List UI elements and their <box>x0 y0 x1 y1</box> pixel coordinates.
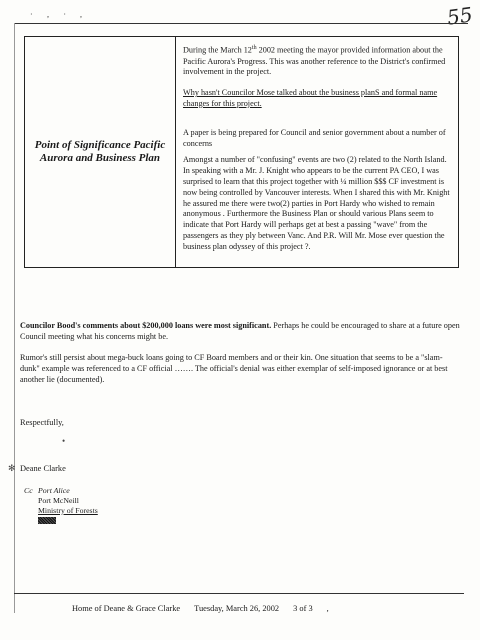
cc-recipient: Port Alice <box>38 486 70 495</box>
memo-table <box>24 36 459 268</box>
memo-paragraph-paper: A paper is being prepared for Council and senior government about a number of concerns <box>183 127 446 148</box>
body-paragraph-loans-rest: Perhaps he could be encouraged to share at a future open Council meeting what his concerns might be. <box>20 321 460 341</box>
cc-recipient: Port McNeill <box>38 496 79 505</box>
footer-date: Tuesday, March 26, 2002 <box>194 604 280 613</box>
handwritten-page-number: 55 <box>445 2 474 30</box>
footer <box>72 604 329 613</box>
left-rule <box>14 23 15 613</box>
cc-block <box>24 486 98 524</box>
scan-dot: • <box>62 436 66 446</box>
body-paragraph-loans-emphasis: Councilor Bood's comments about $200,000 loans were most significant. <box>20 321 272 330</box>
footer-page: 3 of 3 <box>293 604 313 613</box>
memo-topic: Point of Significance Pacific Aurora and Business Plan <box>34 139 166 164</box>
body-paragraph-rumors: Rumor's still persist about mega-buck loans going to CF Board members and or their kin. One situation that seems to be a "slam-dunk" example was referenced to a CF official ……. The official's denial was either exemplar of self-imposed ignorance or at best another lie (documented). <box>20 353 448 384</box>
top-rule <box>14 23 468 24</box>
redaction-block <box>38 517 56 524</box>
scan-specks: · ‚ · , <box>30 10 88 19</box>
footer-rule <box>14 593 464 594</box>
scan-comma: , <box>326 604 329 613</box>
memo-topic-cell <box>25 37 176 267</box>
memo-paragraph-events: Amongst a number of "confusing" events are two (2) related to the North Island. In speaking with a Mr. J. Knight who appears to be the current PA CEO, I was surprised to learn that this project together with ¼ million $$$ CF investment is now being controlled by Vancouver interests. When I shared this with Mr. Knight he assured me there were two(2) parties in Port Hardy who wished to remain anonymous . Furthermore the Business Plan or should various Plans seem to indicate that Port Hardy will perhaps get at best a passing "wave" from the passengers as they ply between Vanc. And P.R. Will Mr. Mose ever question the business plan odyssey of this project ?. <box>183 155 450 251</box>
footer-home: Home of Deane & Grace Clarke <box>72 604 181 613</box>
memo-content-cell <box>176 37 458 267</box>
scan-mark: ✻ <box>8 463 16 473</box>
memo-paragraph-question: Why hasn't Councilor Mose talked about the business planS and formal name changes for this project. <box>183 88 438 108</box>
signature-name: Deane Clarke <box>20 464 66 473</box>
body-paragraph-loans <box>20 320 460 342</box>
cc-label: Cc <box>24 486 33 495</box>
cc-recipient: Ministry of Forests <box>38 506 98 515</box>
memo-paragraph-meeting: During the March 12th 2002 meeting the mayor provided information about the Pacific Aurora's Progress. This was another reference to the District's confirmed involvement in the project. <box>183 45 446 77</box>
closing: Respectfully, <box>20 418 64 427</box>
